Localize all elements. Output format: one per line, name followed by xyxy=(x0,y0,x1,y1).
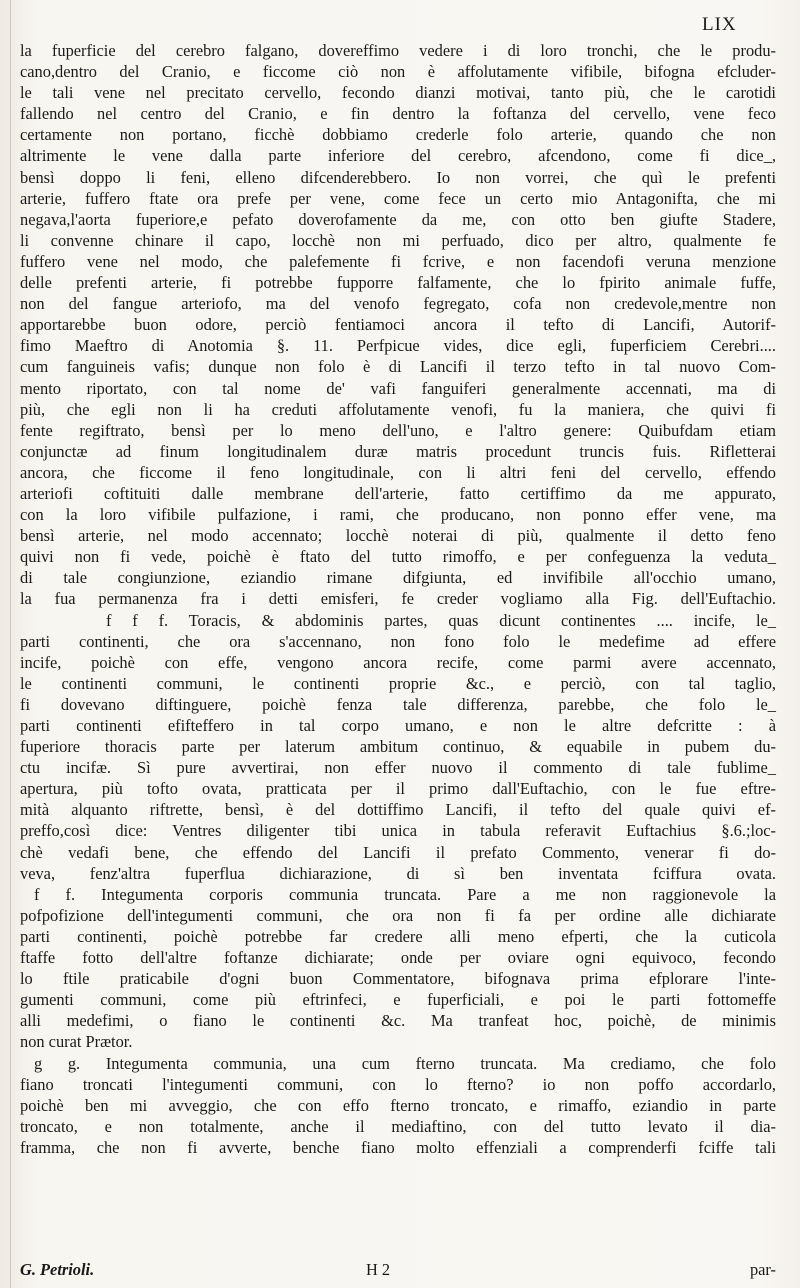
text-line: conjunctæ ad finum longitudinalem duræ matris procedunt truncis fuis. Rifletterai xyxy=(20,441,776,461)
text-line: altrimente le vene dalla parte inferiore del cerebro, afcendono, come fi dice_, xyxy=(20,146,776,166)
printer-signature: G. Petrioli. xyxy=(20,1260,95,1279)
text-line: pofpofizione dell'integumenti communi, che ora non fi fa per ordine alle dichiarate xyxy=(20,905,776,925)
text-line: mità alquanto riftrette, bensì, è del dottiffimo Lancifi, il tefto del quale quivi ef- xyxy=(20,800,776,820)
text-line: la fua permanenza fra i detti emisferi, fe creder vogliamo alla Fig. dell'Euftachio. xyxy=(20,589,776,609)
text-line: fimo Maeftro di Anotomia §. 11. Perfpicue vides, dice egli, fuperficiem Cerebri.... xyxy=(20,336,776,356)
text-line: fente regiftrato, bensì per lo meno dell'uno, e l'altro genere: Quibufdam etiam xyxy=(20,420,776,440)
text-line: incife, poichè con effe, vengono ancora recife, come parmi avere accennato, xyxy=(20,652,776,672)
text-line: parti continenti, poichè potrebbe far credere alli meno efperti, che la cuticola xyxy=(20,926,776,946)
text-line: bensì arterie, nel modo accennato; locchè noterai di più, qualmente il detto feno xyxy=(20,526,776,546)
text-line: apertura, più tofto ovata, pratticata per il primo dall'Euftachio, con le fue eftre- xyxy=(20,779,776,799)
text-line: cano,dentro del Cranio, e ficcome ciò non è affolutamente vifibile, bifogna efcluder- xyxy=(20,62,776,82)
text-line: f f. Integumenta corporis communia truncata. Pare a me non raggionevole la xyxy=(34,884,776,904)
text-line: lo ftile praticabile d'ogni buon Commentatore, bifognava prima efplorare l'inte- xyxy=(20,969,776,989)
gutter-line xyxy=(10,0,11,1288)
text-line: mento riportato, con tal nome de' vafi fanguiferi generalmente accennati, ma di xyxy=(20,378,776,398)
text-line: le continenti communi, le continenti proprie &c., e perciò, con tal taglio, xyxy=(20,673,776,693)
text-line: con la loro vifibile pulfazione, i rami, che producano, non ponno effer vene, ma xyxy=(20,505,776,525)
text-line: ftaffe fotto dell'altre foftanze dichiarate; onde per oviare ogni equivoco, fecondo xyxy=(20,948,776,968)
text-line: quivi non fi vede, poichè è ftato del tutto rimoffo, e per confeguenza la veduta_ xyxy=(20,547,776,567)
text-line: veva, fenz'altra fuperflua dichiarazione, di sì ben inventata fciffura ovata. xyxy=(20,863,776,883)
text-line: gumenti communi, come più eftrinfeci, e fuperficiali, e poi le parti fottomeffe xyxy=(20,990,776,1010)
page-number: LIX xyxy=(702,14,737,35)
catchword: par- xyxy=(749,1260,776,1279)
text-line: delle prefenti arterie, fi potrebbe fupporre falfamente, che lo fpirito animale fuffe, xyxy=(20,273,776,293)
text-line: troncato, e non totalmente, anche il mediaftino, con del tutto levato il dia- xyxy=(20,1116,776,1136)
gathering-mark: H 2 xyxy=(366,1260,391,1279)
text-line: poichè ben mi avveggio, che con effo fterno troncato, e rimaffo, eziandio in parte xyxy=(20,1095,776,1115)
text-line: ancora, che ficcome il feno longitudinale, con li altri feni del cervello, effendo xyxy=(20,462,776,482)
text-line: chè vedafi bene, che effendo del Lancifi il prefato Commento, venerar fi do- xyxy=(20,842,776,862)
text-line: non del fangue arteriofo, ma del venofo fegregato, cofa non credevole,mentre non xyxy=(20,294,776,314)
text-line: preffo,così dice: Ventres diligenter tibi unica in tabula referavit Euftachius §.6.;loc- xyxy=(20,821,776,841)
text-line: fuperiore thoracis parte per laterum ambitum continuo, & equabile in pubem du- xyxy=(20,737,776,757)
text-line: più, che egli non li ha creduti affolutamente venofi, fu la maniera, che quivi fi xyxy=(20,399,776,419)
text-line: la fuperficie del cerebro falgano, dovereffimo vedere i di loro tronchi, che le produ- xyxy=(20,41,776,60)
text-line: ctu incifæ. Sì pure avvertirai, non effer nuovo il commento di tale fublime_ xyxy=(20,758,776,778)
text-line: cum fanguineis vafis; dunque non folo è di Lancifi il terzo tefto in tal nuovo Com- xyxy=(20,357,776,377)
text-line: f f f. Toracis, & abdominis partes, quas dicunt continentes .... incife, le_ xyxy=(106,610,776,630)
text-line: parti continenti, che ora s'accennano, non fono folo le medefime ad effere xyxy=(20,631,776,651)
text-line: non curat Prætor. xyxy=(20,1032,133,1052)
text-line: arteriofi coftituiti dalle membrane dell'arterie, fatto certiffimo da me appurato, xyxy=(20,483,776,503)
text-line: negava,l'aorta fuperiore,e pefato doverofamente da me, con otto ben giufte Stadere, xyxy=(20,209,776,229)
text-line: apportarebbe buon odore, perciò fentiamoci ancora il tefto di Lancifi, Autorif- xyxy=(20,315,776,335)
text-line: di tale congiunzione, eziandio rimane difgiunta, ed invifibile all'occhio umano, xyxy=(20,568,776,588)
text-line: certamente non portano, ficchè dobbiamo crederle folo arterie, quando che non xyxy=(20,125,776,145)
text-line: framma, che non fi avverte, benche fiano molto effenziali a comprenderfi fciffe tali xyxy=(20,1137,776,1157)
text-line: le tali vene nel precitato cervello, fecondo dianzi motivai, tanto più, che le carotidi xyxy=(20,83,776,103)
text-line: bensì doppo li feni, elleno difcenderebbero. Io non vorrei, che quì le prefenti xyxy=(20,167,776,187)
text-line: arterie, fuffero ftate ora prefe per vene, come fece un certo mio Antagonifta, che mi xyxy=(20,188,776,208)
text-line: li convenne chinare il capo, locchè non mi perfuado, dico per altro, qualmente fe xyxy=(20,230,776,250)
text-line: parti continenti efifteffero in tal corpo umano, e non le altre defcritte : à xyxy=(20,716,776,735)
text-line: fuffero vene nel modo, che palefemente fi fcrive, e non facendofi veruna menzione xyxy=(20,251,776,271)
text-line: fiano troncati l'integumenti communi, con lo fterno? io non poffo accordarlo, xyxy=(20,1074,776,1094)
body-text xyxy=(20,40,776,1158)
text-line: fallendo nel centro del Cranio, e fin dentro la foftanza del cervello, vene feco xyxy=(20,104,776,124)
text-line: alli medefimi, o fiano le continenti &c. Ma tranfeat hoc, poichè, de minimis xyxy=(20,1011,776,1031)
text-line: g g. Integumenta communia, una cum fterno truncata. Ma crediamo, che folo xyxy=(34,1053,776,1073)
text-line: fi dovevano diftinguere, poichè fenza tale differenza, parebbe, che folo le_ xyxy=(20,694,776,714)
page-footer xyxy=(20,1260,776,1282)
